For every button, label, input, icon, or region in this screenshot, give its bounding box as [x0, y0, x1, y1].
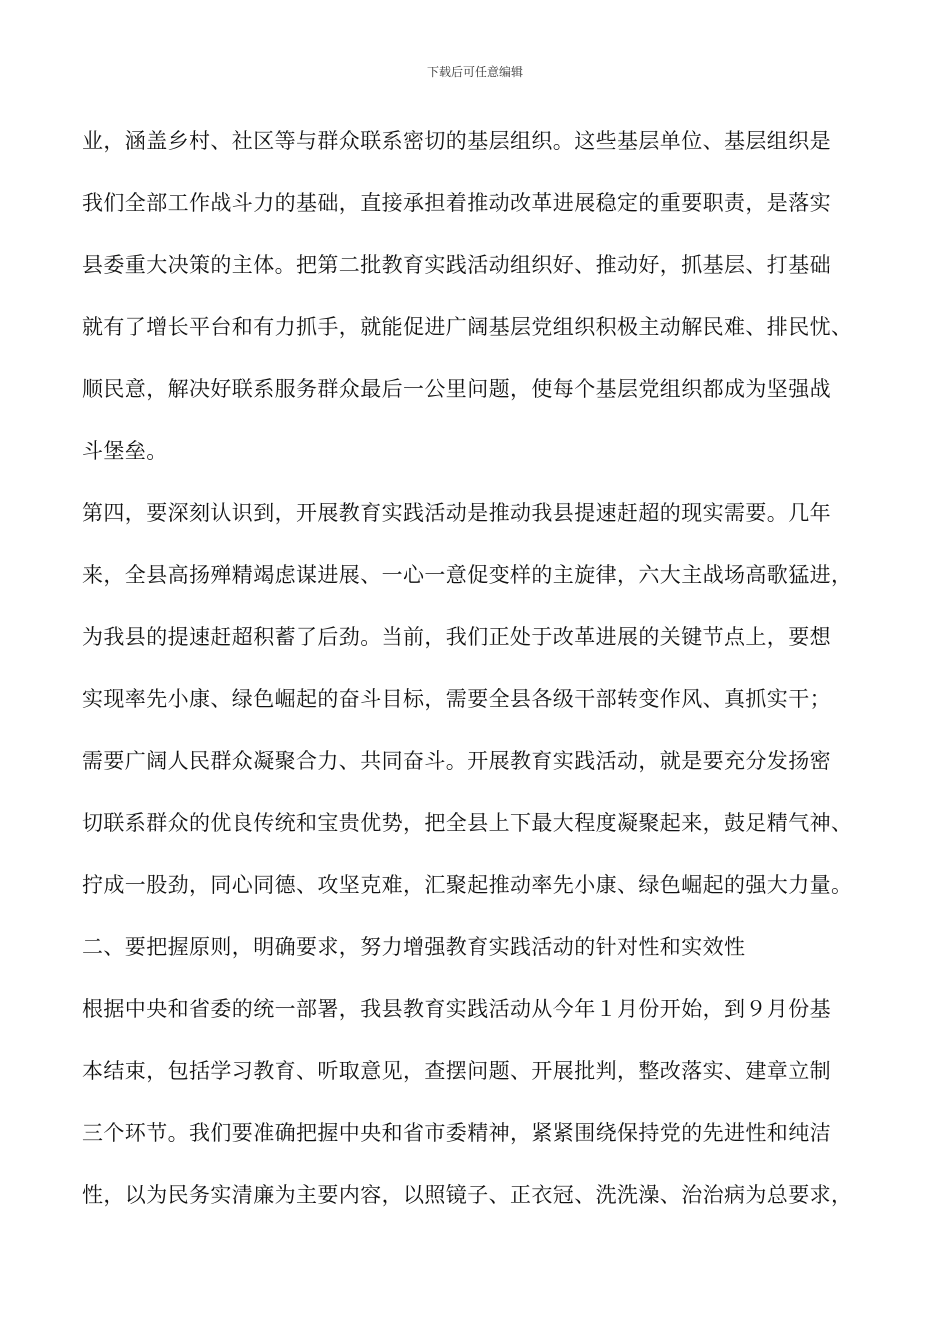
text-line: 切联系群众的优良传统和宝贵优势，把全县上下最大程度凝聚起来，鼓足精气神、 [82, 811, 853, 835]
text-line: 斗堡垒。 [82, 439, 168, 463]
page-header: 下载后可任意编辑 [426, 65, 523, 79]
text-line: 顺民意，解决好联系服务群众最后一公里问题，使每个基层党组织都成为坚强战 [82, 377, 831, 401]
text-line: 第四，要深刻认识到，开展教育实践活动是推动我县提速赶超的现实需要。几年 [82, 501, 831, 525]
document-body [82, 110, 882, 1226]
text-line: 为我县的提速赶超积蓄了后劲。当前，我们正处于改革进展的关键节点上，要想 [82, 625, 831, 649]
text-line: 实现率先小康、绿色崛起的奋斗目标，需要全县各级干部转变作风、真抓实干； [82, 687, 831, 711]
text-line: 来，全县高扬殚精竭虑谋进展、一心一意促变样的主旋律，六大主战场高歌猛进， [82, 563, 853, 587]
text-line: 县委重大决策的主体。把第二批教育实践活动组织好、推动好，抓基层、打基础 [82, 253, 831, 277]
section-heading: 二、要把握原则，明确要求，努力增强教育实践活动的针对性和实效性 [82, 935, 746, 959]
text-line: 三个环节。我们要准确把握中央和省市委精神，紧紧围绕保持党的先进性和纯洁 [82, 1121, 831, 1145]
text-line: 本结束，包括学习教育、听取意见，查摆问题、开展批判，整改落实、建章立制 [82, 1059, 831, 1083]
text-line: 业，涵盖乡村、社区等与群众联系密切的基层组织。这些基层单位、基层组织是 [82, 129, 831, 153]
text-line: 就有了增长平台和有力抓手，就能促进广阔基层党组织积极主动解民难、排民忧、 [82, 315, 853, 339]
text-line: 拧成一股劲，同心同德、攻坚克难，汇聚起推动率先小康、绿色崛起的强大力量。 [82, 873, 853, 897]
text-line: 我们全部工作战斗力的基础，直接承担着推动改革进展稳定的重要职责，是落实 [82, 191, 831, 215]
text-line: 需要广阔人民群众凝聚合力、共同奋斗。开展教育实践活动，就是要充分发扬密 [82, 749, 831, 773]
text-line: 根据中央和省委的统一部署，我县教育实践活动从今年１月份开始，到９月份基 [82, 997, 831, 1021]
text-line: 性，以为民务实清廉为主要内容，以照镜子、正衣冠、洗洗澡、治治病为总要求， [82, 1183, 853, 1207]
